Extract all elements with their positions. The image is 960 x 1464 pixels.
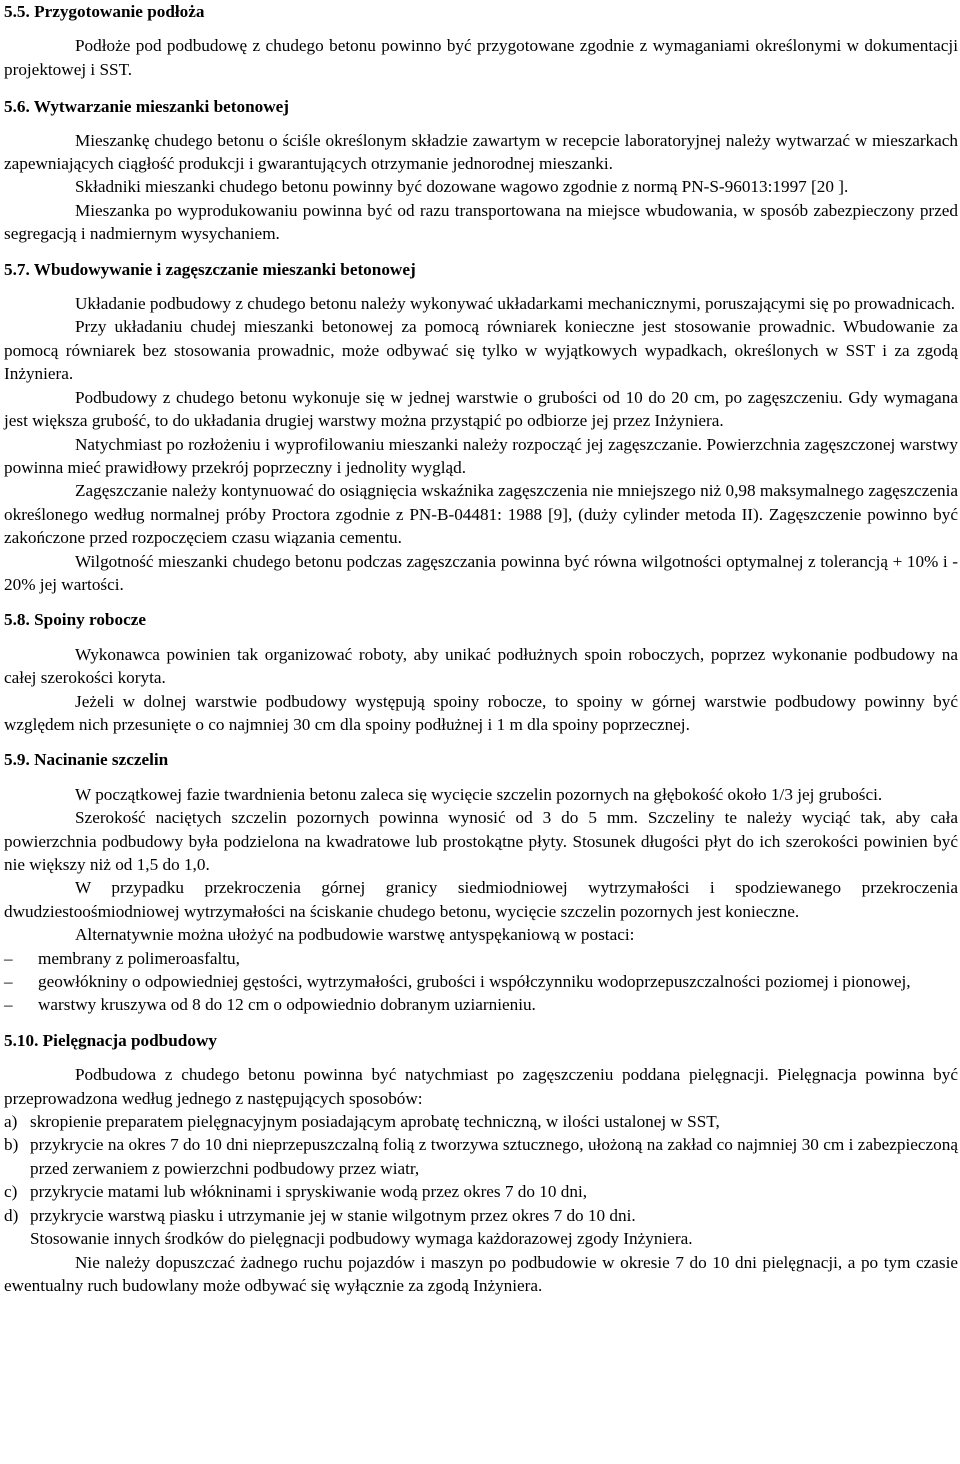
paragraph: Natychmiast po rozłożeniu i wyprofilowaniu mieszanki należy rozpocząć jej zagęszczanie. Powierzchnia zagęszczonej warstwy powinna mieć prawidłowy przekrój poprzeczny i jednolity wygląd.	[4, 434, 958, 477]
paragraph: Układanie podbudowy z chudego betonu należy wykonywać układarkami mechanicznymi, poruszającymi się po prowadnicach.	[75, 294, 956, 314]
dash-marker: –	[4, 948, 13, 968]
pielegnacja-list	[4, 1110, 958, 1227]
list-item-text: geowłókniny o odpowiedniej gęstości, wytrzymałości, grubości i współczynniku wodoprzepuszczalności poziomej i pionowej,	[38, 972, 911, 992]
antyspekaniowa-list	[4, 947, 958, 1017]
list-item-text: przykrycie matami lub włókninami i spryskiwanie wodą przez okres 7 do 10 dni,	[30, 1182, 588, 1202]
section-title-5-8: 5.8. Spoiny robocze	[4, 610, 146, 630]
list-item-text: skropienie preparatem pielęgnacyjnym posiadającym aprobatę techniczną, w ilości ustalonej w SST,	[30, 1112, 720, 1132]
list-item	[4, 1204, 958, 1227]
paragraph-note: Stosowanie innych środków do pielęgnacji podbudowy wymaga każdorazowej zgody Inżyniera.	[30, 1229, 693, 1249]
list-item	[4, 993, 958, 1016]
paragraph: Przy układaniu chudej mieszanki betonowej za pomocą równiarek konieczne jest stosowanie prowadnic. Wbudowanie za pomocą równiarek bez stosowania prowadnic, może odbywać się tylko w wyjątkowych wypadkach, określonych w SST i za zgodą Inżyniera.	[4, 317, 958, 384]
paragraph: Wilgotność mieszanki chudego betonu podczas zagęszczania powinna być równa wilgotności optymalnej z tolerancją + 10% i - 20% jej wartości.	[4, 551, 958, 594]
paragraph: Podbudowy z chudego betonu wykonuje się w jednej warstwie o grubości od 10 do 20 cm, po zagęszczeniu. Gdy wymagana jest większa grubość, to do układania drugiej warstwy można przystąpić po odbiorze jej przez Inżyniera.	[4, 387, 958, 431]
list-item	[4, 970, 958, 993]
paragraph: Mieszanka po wyprodukowaniu powinna być od razu transportowana na miejsce wbudowania, w sposób zabezpieczony przed segregacją i nadmiernym wysychaniem.	[4, 200, 958, 244]
list-item-text: przykrycie warstwą piasku i utrzymanie jej w stanie wilgotnym przez okres 7 do 10 dni.	[30, 1205, 636, 1225]
list-marker: d)	[4, 1205, 19, 1225]
paragraph: Mieszankę chudego betonu o ściśle określonym składzie zawartym w recepcie laboratoryjnej należy wytwarzać w mieszarkach zapewniających ciągłość produkcji i gwarantujących otrzymanie jednorodnej mieszanki.	[4, 130, 958, 174]
paragraph: Podbudowa z chudego betonu powinna być natychmiast po zagęszczeniu poddana pielęgnacji. Pielęgnacja powinna być przeprowadzona według jednego z następujących sposobów:	[4, 1065, 958, 1108]
list-item-text: membrany z polimeroasfaltu,	[38, 948, 240, 968]
list-item-text: warstwy kruszywa od 8 do 12 cm o odpowiednio dobranym uziarnieniu.	[38, 995, 536, 1015]
list-item	[4, 1133, 958, 1180]
dash-marker: –	[4, 972, 13, 992]
list-item	[4, 1110, 958, 1133]
paragraph: Zagęszczanie należy kontynuować do osiągnięcia wskaźnika zagęszczenia nie mniejszego niż 0,98 maksymalnego zagęszczenia określonego według normalnej próby Proctora zgodnie z PN-B-04481: 1988 [9], (duży cylinder metoda II). Zagęszczenie powinno być zakończone przed rozpoczęciem czasu wiązania cementu.	[4, 481, 958, 548]
list-item	[4, 947, 958, 970]
paragraph: Alternatywnie można ułożyć na podbudowie warstwę antyspękaniową w postaci:	[75, 925, 635, 945]
section-title-5-9: 5.9. Nacinanie szczelin	[4, 750, 169, 770]
section-title-5-7: 5.7. Wbudowywanie i zagęszczanie mieszanki betonowej	[4, 259, 416, 279]
paragraph: Składniki mieszanki chudego betonu powinny być dozowane wagowo zgodnie z normą PN-S-96013:1997 [20 ].	[75, 177, 849, 197]
list-marker: b)	[4, 1135, 19, 1155]
list-item-text: przykrycie na okres 7 do 10 dni nieprzepuszczalną folią z tworzywa sztucznego, ułożoną na zakład co najmniej 30 cm i zabezpieczoną przed zerwaniem z powierzchni podbudowy przez wiatr,	[30, 1135, 958, 1178]
list-item	[4, 1180, 958, 1203]
paragraph: W przypadku przekroczenia górnej granicy siedmiodniowej wytrzymałości i spodziewanego przekroczenia dwudziestoośmiodniowej wytrzymałości na ściskanie chudego betonu, wycięcie szczelin pozornych jest konieczne.	[4, 878, 958, 921]
list-marker: a)	[4, 1112, 18, 1132]
dash-marker: –	[4, 995, 13, 1015]
paragraph: W początkowej fazie twardnienia betonu zaleca się wycięcie szczelin pozornych na głębokość około 1/3 jej grubości.	[75, 784, 883, 804]
paragraph: Szerokość naciętych szczelin pozornych powinna wynosić od 3 do 5 mm. Szczeliny te należy wyciąć tak, aby cała powierzchnia podbudowy była podzielona na kwadratowe lub prostokątne płyty. Stosunek długości płyt do ich szerokości powinien być nie większy niż od 1,5 do 1,0.	[4, 808, 958, 874]
list-marker: c)	[4, 1182, 18, 1202]
paragraph: Nie należy dopuszczać żadnego ruchu pojazdów i maszyn po podbudowie w okresie 7 do 10 dni pielęgnacji, a po tym czasie ewentualny ruch budowlany może odbywać się wyłącznie za zgodą Inżyniera.	[4, 1252, 958, 1295]
section-title-5-5: 5.5. Przygotowanie podłoża	[4, 2, 205, 21]
section-title-5-6: 5.6. Wytwarzanie mieszanki betonowej	[4, 97, 289, 117]
paragraph: Podłoże pod podbudowę z chudego betonu powinno być przygotowane zgodnie z wymaganiami określonymi w dokumentacji projektowej i SST.	[4, 36, 958, 79]
section-title-5-10: 5.10. Pielęgnacja podbudowy	[4, 1030, 217, 1050]
paragraph: Jeżeli w dolnej warstwie podbudowy występują spoiny robocze, to spoiny w górnej warstwie podbudowy powinny być względem nich przesunięte o co najmniej 30 cm dla spoiny podłużnej i 1 m dla spoiny poprzecznej.	[4, 691, 958, 734]
paragraph: Wykonawca powinien tak organizować roboty, aby unikać podłużnych spoin roboczych, poprzez wykonanie podbudowy na całej szerokości koryta.	[4, 644, 958, 688]
